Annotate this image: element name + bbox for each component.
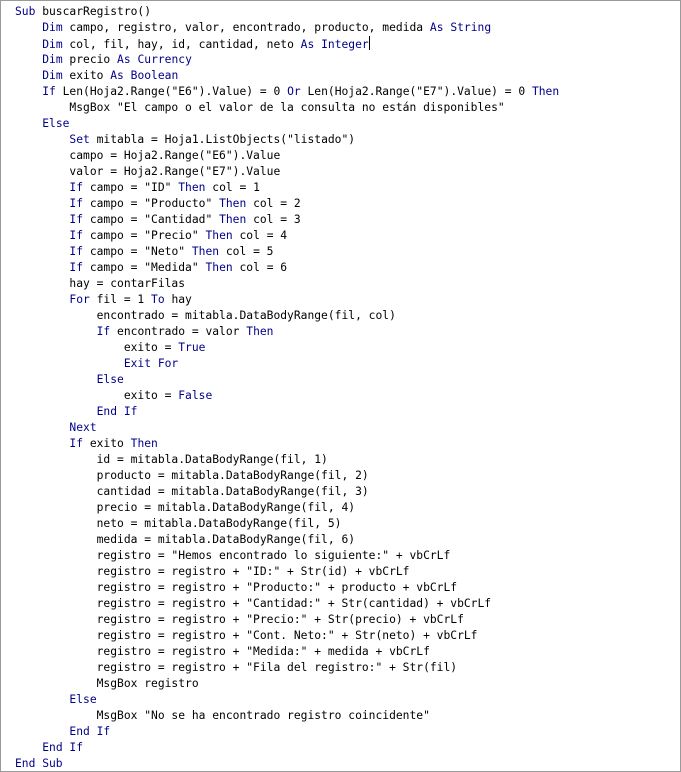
keyword-token: String [450,21,492,34]
keyword-token: End If [69,725,111,738]
keyword-token: End If [96,405,138,418]
code-line[interactable] [15,212,559,228]
code-line[interactable] [15,164,559,180]
code-line[interactable] [15,84,559,100]
code-token [15,325,97,338]
code-line[interactable] [15,52,559,68]
keyword-token: Set [69,133,90,146]
code-token [124,69,131,82]
code-line[interactable] [15,468,559,484]
code-token: exito [62,69,111,82]
code-line[interactable] [15,116,559,132]
code-line[interactable] [15,308,559,324]
code-line[interactable] [15,516,559,532]
keyword-token: Then [219,197,247,210]
keyword-token: Then [531,85,560,98]
code-token: neto = mitabla.DataBodyRange(fil, 5) [15,517,342,530]
code-token: registro = registro + "Medida:" + medida + vbCrLf [15,645,430,658]
code-line[interactable] [15,612,559,628]
keyword-token: Then [178,181,206,194]
code-token: registro = registro + "Precio:" + Str(precio) + vbCrLf [15,613,464,626]
keyword-token: Currency [137,53,192,66]
code-line[interactable] [15,676,559,692]
code-token: fil = 1 [89,293,152,306]
keyword-token: As [429,21,444,34]
code-token: col = 1 [205,181,260,194]
code-line[interactable] [15,244,559,260]
keyword-token: For [69,293,90,306]
code-token: col = 2 [246,197,301,210]
keyword-token: If [69,213,84,226]
code-line[interactable] [15,740,559,756]
keyword-token: Then [219,213,247,226]
keyword-token: False [178,389,213,402]
code-token: medida = mitabla.DataBodyRange(fil, 6) [15,533,356,546]
code-token: exito [83,437,131,450]
code-token: campo = "ID" [83,181,179,194]
code-line[interactable] [15,148,559,164]
code-token: MsgBox "El campo o el valor de la consulta no están disponibles" [15,101,505,114]
code-token: mitabla = Hoja1.ListObjects("listado") [89,133,356,146]
code-token [15,293,69,306]
code-token: col, fil, hay, id, cantidad, neto [62,38,301,51]
code-token [15,21,42,34]
code-line[interactable] [15,180,559,196]
code-token [15,69,42,82]
code-line[interactable] [15,20,559,36]
code-token [15,741,42,754]
code-line[interactable] [15,372,559,388]
code-line[interactable] [15,564,559,580]
keyword-token: Then [130,437,158,450]
code-token: Len(Hoja2.Range("E6").Value) = 0 [55,85,288,98]
code-token: col = 5 [219,245,274,258]
keyword-token: If [69,261,84,274]
code-line[interactable] [15,4,559,20]
code-token [15,245,69,258]
text-caret [369,36,370,50]
code-line[interactable] [15,484,559,500]
keyword-token: Dim [42,38,63,51]
keyword-token: Else [96,373,124,386]
code-token [15,38,42,51]
code-token [15,357,124,370]
keyword-token: Then [246,325,274,338]
code-line[interactable] [15,36,559,52]
code-line[interactable] [15,628,559,644]
code-line[interactable] [15,580,559,596]
keyword-token: Else [69,693,97,706]
code-token [15,213,69,226]
code-line[interactable] [15,708,559,724]
code-line[interactable] [15,340,559,356]
keyword-token: Or [287,85,301,98]
keyword-token: Then [205,261,233,274]
code-line[interactable] [15,404,559,420]
code-line[interactable] [15,500,559,516]
keyword-token: If [42,85,56,98]
code-line[interactable] [15,196,559,212]
code-token [15,197,69,210]
code-token [15,117,42,130]
code-token: registro = registro + "ID:" + Str(id) + vbCrLf [15,565,410,578]
code-line[interactable] [15,644,559,660]
code-token: cantidad = mitabla.DataBodyRange(fil, 3) [15,485,369,498]
code-token [15,725,69,738]
code-line[interactable] [15,276,559,292]
code-line[interactable] [15,68,559,84]
code-token: registro = registro + "Fila del registro:" + Str(fil) [15,661,458,674]
code-token: campo = "Cantidad" [83,213,220,226]
code-token: MsgBox "No se ha encontrado registro coincidente" [15,709,430,722]
code-token [15,181,69,194]
code-token: id = mitabla.DataBodyRange(fil, 1) [15,453,328,466]
keyword-token: Then [205,229,233,242]
code-token: campo = "Neto" [83,245,192,258]
code-token: col = 6 [232,261,288,274]
code-text-area[interactable] [15,4,559,772]
code-token [15,405,97,418]
code-token: hay [164,293,192,306]
code-line[interactable] [15,532,559,548]
code-line[interactable] [15,388,559,404]
code-line[interactable] [15,260,559,276]
code-token: buscarRegistro() [35,5,152,18]
code-token: precio = mitabla.DataBodyRange(fil, 4) [15,501,356,514]
code-line[interactable] [15,436,559,452]
keyword-token: If [69,197,84,210]
code-line[interactable] [15,228,559,244]
keyword-token: Integer [321,38,369,51]
code-line[interactable] [15,356,559,372]
code-line[interactable] [15,724,559,740]
keyword-token: Dim [42,69,63,82]
code-line[interactable] [15,324,559,340]
keyword-token: Exit For [123,357,179,370]
code-token: col = 4 [232,229,288,242]
keyword-token: If [69,245,84,258]
keyword-token: As [117,53,131,66]
code-token: campo = "Producto" [83,197,220,210]
keyword-token: If [69,229,84,242]
code-token [15,693,69,706]
code-token: campo = "Medida" [83,261,206,274]
code-line[interactable] [15,548,559,564]
code-line[interactable] [15,132,559,148]
code-token: hay = contarFilas [15,277,186,290]
code-token: col = 3 [246,213,301,226]
keyword-token: Then [191,245,220,258]
keyword-token: Dim [42,53,63,66]
keyword-token: Else [42,117,70,130]
code-token: producto = mitabla.DataBodyRange(fil, 2) [15,469,369,482]
keyword-token: As [110,69,124,82]
keyword-token: If [69,181,84,194]
code-token: registro = "Hemos encontrado lo siguiente:" + vbCrLf [15,549,451,562]
code-token: valor = Hoja2.Range("E7").Value [15,165,281,178]
code-token: registro = registro + "Cont. Neto:" + Str(neto) + vbCrLf [15,629,478,642]
code-token [15,437,69,450]
code-token: MsgBox registro [15,677,199,690]
keyword-token: If [69,437,84,450]
code-line[interactable] [15,596,559,612]
code-line[interactable] [15,292,559,308]
code-token: campo = Hoja2.Range("E6").Value [15,149,281,162]
code-token: exito = [15,341,179,354]
keyword-token: Boolean [130,69,179,82]
code-token: Len(Hoja2.Range("E7").Value) = 0 [300,85,532,98]
keyword-token: End If [42,741,84,754]
code-token [15,261,69,274]
keyword-token: As [300,38,315,51]
keyword-token: To [151,293,165,306]
code-token: precio [62,53,118,66]
keyword-token: Sub [15,5,36,18]
code-token [15,373,97,386]
keyword-token: End Sub [15,757,63,770]
keyword-token: Dim [42,21,63,34]
code-line[interactable] [15,452,559,468]
code-token [15,229,69,242]
code-line[interactable] [15,100,559,116]
code-line[interactable] [15,420,559,436]
code-token [15,421,69,434]
code-token: registro = registro + "Producto:" + producto + vbCrLf [15,581,458,594]
code-token [15,85,42,98]
keyword-token: If [96,325,111,338]
code-token: campo, registro, valor, encontrado, producto, medida [62,21,430,34]
code-token [15,53,42,66]
code-token: exito = [15,389,179,402]
code-line[interactable] [15,692,559,708]
code-token: encontrado = valor [110,325,247,338]
keyword-token: Next [69,421,97,434]
code-token: encontrado = mitabla.DataBodyRange(fil, col) [15,309,396,322]
code-line[interactable] [15,756,559,772]
code-line[interactable] [15,660,559,676]
code-token [15,133,69,146]
code-token: campo = "Precio" [83,229,206,242]
keyword-token: True [178,341,206,354]
code-token: registro = registro + "Cantidad:" + Str(cantidad) + vbCrLf [15,597,492,610]
